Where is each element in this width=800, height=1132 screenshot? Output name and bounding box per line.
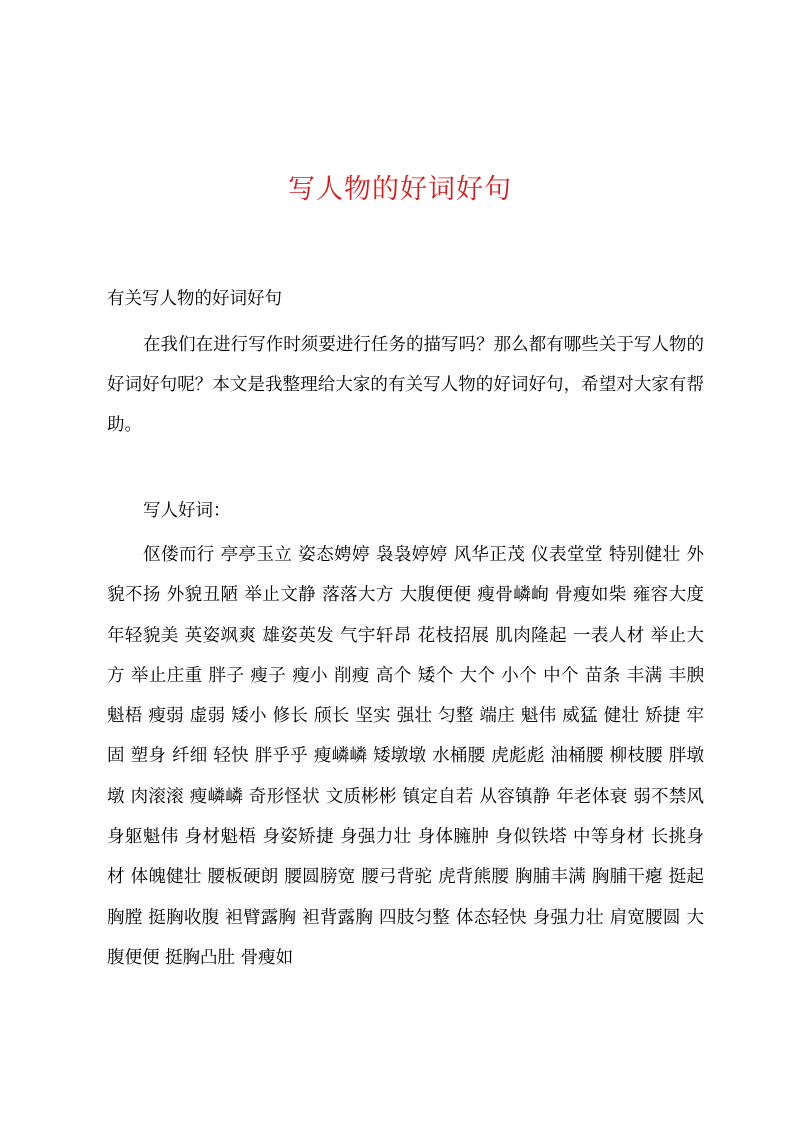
document-subtitle: 有关写人物的好词好句 <box>107 289 282 309</box>
document-title: 写人物的好词好句 <box>288 174 512 205</box>
intro-paragraph: 在我们在进行写作时须要进行任务的描写吗？那么都有哪些关于写人物的好词好句呢？本文是我整理给大家的有关写人物的好词好句，希望对大家有帮助。 <box>107 335 704 435</box>
section-heading: 写人好词： <box>143 501 231 521</box>
word-list-paragraph: 伛偻而行 亭亭玉立 姿态娉婷 袅袅婷婷 风华正茂 仪表堂堂 特别健壮 外貌不扬 外貌丑陋 举止文静 落落大方 大腹便便 瘦骨嶙峋 骨瘦如柴 雍容大度 年轻貌美 英姿飒爽 雄姿英发 气宇轩昂 花枝招展 肌肉隆起 一表人材 举止大方 举止庄重 胖子 瘦子 瘦小 削瘦 高个 矮个 大个 小个 中个 苗条 丰满 丰腴 魁梧 瘦弱 虚弱 矮小 修长 颀长 坚实 强壮 匀整 端庄 魁伟 威猛 健壮 矫捷 牢固 塑身 纤细 轻快 胖乎乎 瘦嶙嶙 矮墩墩 水桶腰 虎彪彪 油桶腰 柳枝腰 胖墩墩 肉滚滚 瘦嶙嶙 奇形怪状 文质彬彬 镇定自若 从容镇静 年老体衰 弱不禁风 身躯魁伟 身材魁梧 身姿矫捷 身强力壮 身体臃肿 身似铁塔 中等身材 长挑身材 体魄健壮 腰板硬朗 腰圆膀宽 腰弓背驼 虎背熊腰 胸脯丰满 胸脯干瘪 挺起胸膛 挺胸收腹 袒臂露胸 袒背露胸 四肢匀整 体态轻快 身强力壮 肩宽腰圆 大腹便便 挺胸凸肚 骨瘦如 <box>107 545 704 968</box>
